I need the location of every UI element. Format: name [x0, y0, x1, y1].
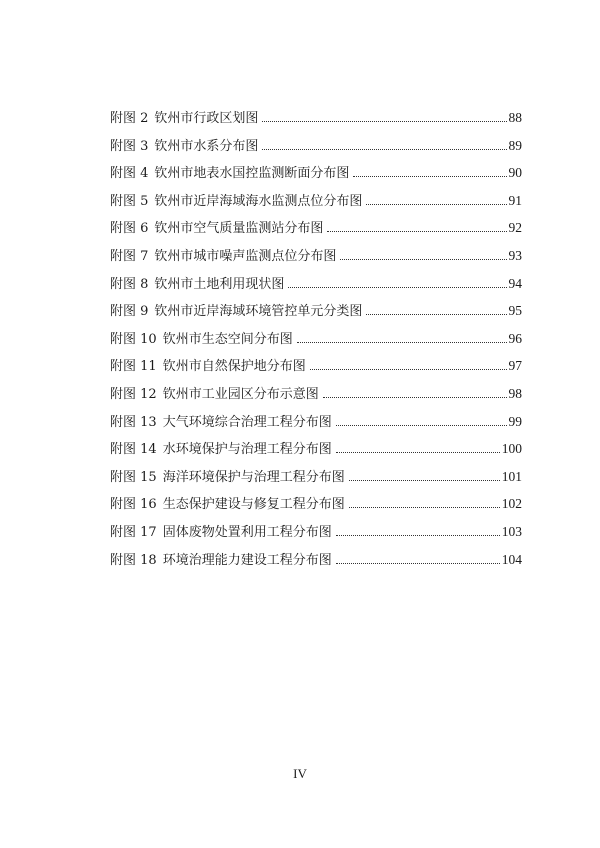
toc-entry[interactable]: [110, 435, 522, 463]
toc-entry-number: 附图 8: [110, 276, 149, 292]
toc-entry[interactable]: [110, 408, 522, 436]
toc-entry-label: [110, 491, 349, 519]
toc-entry-label: [110, 436, 336, 464]
toc-entry-label: [110, 215, 327, 243]
toc-entry-title: 生态保护建设与修复工程分布图: [162, 497, 345, 513]
toc-entry-number: 附图 4: [110, 166, 149, 182]
toc-entry-page: 88: [508, 110, 522, 125]
toc-leader-dots: [262, 149, 506, 150]
toc-entry-label: [110, 188, 366, 216]
toc-entry-title: 钦州市空气质量监测站分布图: [154, 221, 324, 237]
table-of-contents: [110, 104, 522, 573]
toc-leader-dots: [288, 287, 506, 288]
toc-entry-number: 附图 13: [110, 414, 157, 430]
toc-entry-page: 98: [508, 385, 522, 401]
toc-entry-page: 101: [501, 468, 522, 484]
toc-entry-page: 94: [508, 275, 522, 291]
toc-entry-title: 钦州市生态空间分布图: [162, 331, 293, 347]
toc-entry-title: 钦州市近岸海域环境管控单元分类图: [154, 304, 363, 320]
toc-entry[interactable]: [110, 104, 522, 132]
toc-entry-label: [110, 381, 323, 409]
toc-entry[interactable]: [110, 187, 522, 215]
toc-entry-label: [110, 464, 349, 492]
toc-entry-page: 100: [501, 441, 522, 457]
toc-entry-number: 附图 9: [110, 304, 149, 320]
toc-entry-page: 90: [508, 165, 522, 181]
toc-entry-title: 钦州市城市噪声监测点位分布图: [154, 248, 337, 264]
toc-entry-label: [110, 519, 336, 547]
toc-entry-number: 附图 16: [110, 497, 157, 513]
toc-entry[interactable]: [110, 325, 522, 353]
toc-entry-number: 附图 14: [110, 442, 157, 458]
toc-leader-dots: [336, 535, 500, 536]
toc-leader-dots: [323, 397, 507, 398]
toc-entry[interactable]: [110, 242, 522, 270]
page-number: IV: [293, 766, 307, 781]
toc-entry[interactable]: [110, 546, 522, 574]
toc-entry-title: 海洋环境保护与治理工程分布图: [162, 469, 345, 485]
toc-entry-number: 附图 6: [110, 221, 149, 237]
toc-leader-dots: [327, 231, 506, 232]
toc-entry-number: 附图 10: [110, 331, 157, 347]
toc-entry-number: 附图 18: [110, 552, 157, 568]
toc-entry-page: 96: [508, 330, 522, 346]
toc-leader-dots: [349, 507, 500, 508]
toc-entry-page: 103: [501, 523, 522, 539]
toc-leader-dots: [349, 480, 500, 481]
toc-entry-label: [110, 271, 288, 299]
toc-entry-title: 钦州市自然保护地分布图: [162, 359, 306, 375]
toc-entry-page: 97: [508, 358, 522, 374]
toc-leader-dots: [262, 121, 506, 122]
toc-leader-dots: [366, 204, 506, 205]
toc-entry-title: 钦州市近岸海域海水监测点位分布图: [154, 193, 363, 209]
toc-entry-title: 钦州市工业园区分布示意图: [162, 386, 319, 402]
toc-entry-page: 102: [501, 496, 522, 512]
toc-entry-label: [110, 298, 366, 326]
toc-entry-page: 99: [508, 413, 522, 429]
toc-entry-label: [110, 160, 353, 188]
toc-entry[interactable]: [110, 463, 522, 491]
toc-entry-title: 钦州市土地利用现状图: [154, 276, 285, 292]
toc-leader-dots: [310, 369, 507, 370]
toc-entry-number: 附图 11: [110, 359, 157, 375]
toc-entry-number: 附图 2: [110, 111, 149, 126]
toc-entry[interactable]: [110, 490, 522, 518]
toc-leader-dots: [366, 314, 506, 315]
toc-entry[interactable]: [110, 518, 522, 546]
toc-entry-number: 附图 12: [110, 386, 157, 402]
toc-entry[interactable]: [110, 159, 522, 187]
toc-leader-dots: [297, 342, 507, 343]
toc-entry-number: 附图 7: [110, 248, 149, 264]
toc-entry[interactable]: [110, 352, 522, 380]
toc-entry-label: [110, 105, 262, 133]
toc-entry-number: 附图 15: [110, 469, 157, 485]
toc-entry-number: 附图 3: [110, 138, 149, 154]
toc-entry[interactable]: [110, 132, 522, 160]
toc-entry-label: [110, 326, 297, 354]
toc-entry-label: [110, 243, 340, 271]
toc-leader-dots: [340, 259, 506, 260]
toc-entry[interactable]: [110, 270, 522, 298]
toc-leader-dots: [336, 452, 500, 453]
toc-entry[interactable]: [110, 297, 522, 325]
toc-leader-dots: [353, 176, 506, 177]
toc-entry-title: 钦州市行政区划图: [154, 111, 259, 126]
toc-entry-title: 水环境保护与治理工程分布图: [162, 442, 332, 458]
toc-entry-page: 104: [501, 551, 522, 567]
toc-entry-title: 环境治理能力建设工程分布图: [162, 552, 332, 568]
toc-entry-title: 固体废物处置利用工程分布图: [162, 524, 332, 540]
toc-entry-title: 钦州市地表水国控监测断面分布图: [154, 166, 350, 182]
toc-entry-number: 附图 17: [110, 524, 157, 540]
toc-entry-page: 93: [508, 247, 522, 263]
toc-entry-number: 附图 5: [110, 193, 149, 209]
toc-entry-label: [110, 353, 310, 381]
toc-leader-dots: [336, 425, 507, 426]
toc-entry-label: [110, 547, 336, 575]
toc-entry-page: 89: [508, 137, 522, 153]
toc-entry-label: [110, 133, 262, 161]
toc-entry-title: 钦州市水系分布图: [154, 138, 259, 154]
toc-entry[interactable]: [110, 214, 522, 242]
toc-entry-title: 大气环境综合治理工程分布图: [162, 414, 332, 430]
toc-entry[interactable]: [110, 380, 522, 408]
toc-entry-page: 91: [508, 192, 522, 208]
toc-entry-page: 92: [508, 220, 522, 236]
toc-entry-page: 95: [508, 303, 522, 319]
toc-leader-dots: [336, 563, 500, 564]
toc-entry-label: [110, 409, 336, 437]
